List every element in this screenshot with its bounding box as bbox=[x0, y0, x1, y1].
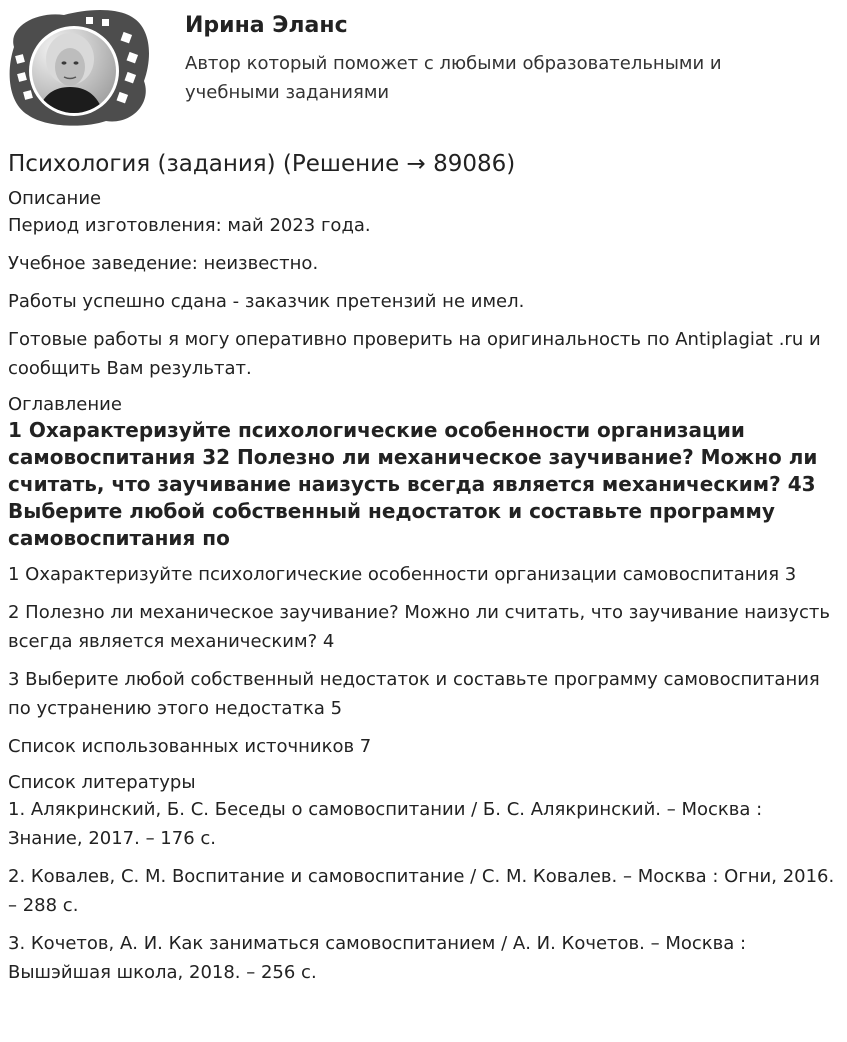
description-status: Работы успешно сдана - заказчик претензий не имел. bbox=[8, 291, 525, 312]
toc-item: 2 Полезно ли механическое заучивание? Можно ли считать, что заучивание наизусть всегда является механическим? 4 bbox=[8, 602, 830, 652]
literature-label: Список литературы bbox=[8, 772, 196, 793]
literature-item: 2. Ковалев, С. М. Воспитание и самовоспитание / С. М. Ковалев. – Москва : Огни, 2016. – 288 с. bbox=[8, 866, 835, 916]
literature-item: 3. Кочетов, А. И. Как заниматься самовоспитанием / А. И. Кочетов. – Москва : Вышэйшая школа, 2018. – 256 с. bbox=[8, 933, 747, 983]
author-card bbox=[0, 0, 847, 130]
document-title: Психология (задания) (Решение → 89086) bbox=[8, 151, 516, 177]
author-description: Автор который поможет с любыми образовательными и учебными заданиями bbox=[185, 53, 722, 103]
toc-item: 1 Охарактеризуйте психологические особенности организации самовоспитания 3 bbox=[8, 564, 797, 585]
document-content bbox=[8, 147, 838, 996]
description-antiplagiat: Готовые работы я могу оперативно проверить на оригинальность по Antiplagiat .ru и сообщить Вам результат. bbox=[8, 329, 821, 379]
toc-item: 3 Выберите любой собственный недостаток и составьте программу самовоспитания по устранению этого недостатка 5 bbox=[8, 669, 820, 719]
toc-summary: 1 Охарактеризуйте психологические особенности организации самовоспитания 32 Полезно ли механическое заучивание? Можно ли считать, что заучивание наизусть всегда является механическим? 43 Выберите любой собственный недостаток и составьте программу самовоспитания по bbox=[8, 418, 818, 550]
literature-item: 1. Алякринский, Б. С. Беседы о самовоспитании / Б. С. Алякринский. – Москва : Знание, 2017. – 176 с. bbox=[8, 799, 763, 849]
description-institution: Учебное заведение: неизвестно. bbox=[8, 253, 319, 274]
author-avatar bbox=[6, 7, 152, 128]
toc-label: Оглавление bbox=[8, 394, 122, 415]
toc-item: Список использованных источников 7 bbox=[8, 736, 372, 757]
author-name: Ирина Эланс bbox=[185, 13, 348, 38]
description-label: Описание bbox=[8, 188, 102, 209]
description-period: Период изготовления: май 2023 года. bbox=[8, 215, 371, 236]
